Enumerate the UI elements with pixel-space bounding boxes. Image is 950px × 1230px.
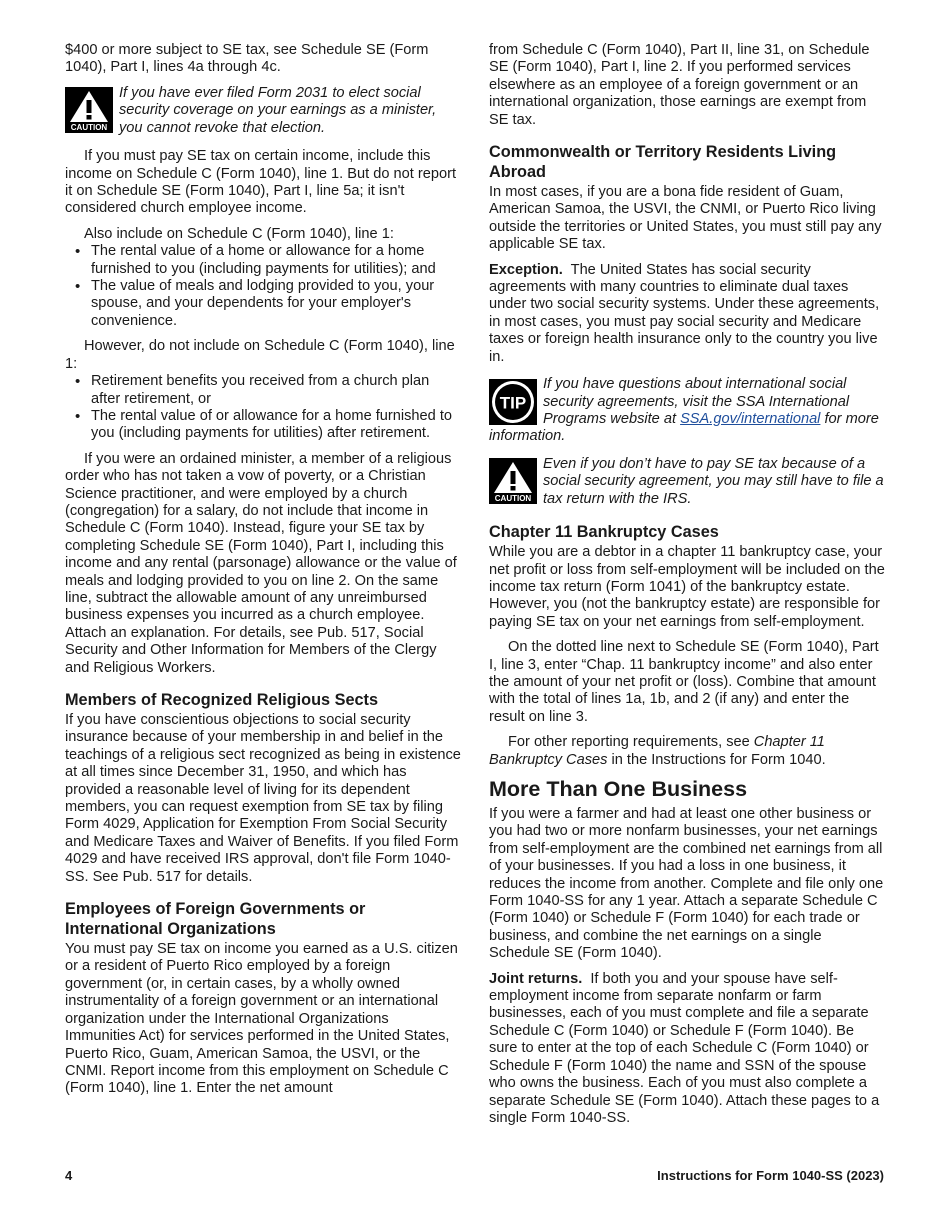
svg-text:CAUTION: CAUTION (494, 493, 532, 503)
section-heading: Commonwealth or Territory Residents Living Abroad (489, 143, 837, 182)
major-heading: More Than One Business (489, 777, 748, 801)
tip-text: If you have questions about international social security agreements, visit the SSA International Programs website at (543, 376, 850, 427)
paragraph: However, do not include on Schedule C (Form 1040), line 1: (65, 338, 455, 372)
list-item: • Retirement benefits you received from a church plan after retirement, or (65, 373, 461, 408)
list-item: • The value of meals and lodging provided to you, your spouse, and your dependents for your employer's convenience. (65, 278, 461, 330)
caution-icon (65, 87, 117, 138)
tip-note (489, 376, 885, 446)
paragraph: If you have conscientious objections to social security insurance because of your membership in and belief in the teachings of a religious sect recognized as being in existence at all times since December 31, 1950, and which has provided a reasonable level of living for its dependent members, you can request exemption from SE tax by filing Form 4029, Application for Exemption From Social Security and Medicare Taxes and Waiver of Benefits. If you filed Form 4029 and have received IRS approval, don't file Form 1040-SS. See Pub. 517 for details. (65, 712, 461, 885)
caution-note (489, 456, 885, 509)
svg-text:TIP: TIP (499, 393, 527, 413)
caution-icon (489, 458, 541, 509)
tip-icon (489, 379, 541, 427)
svg-text:CAUTION: CAUTION (70, 122, 108, 132)
list-item: • The rental value of a home or allowance for a home furnished to you (including payments for utilities); and (65, 243, 461, 278)
caution-text: If you have ever filed Form 2031 to elect social security coverage on your earnings as a minister, you cannot revoke that election. (119, 84, 437, 136)
right-column (489, 42, 885, 1135)
paragraph: You must pay SE tax on income you earned as a U.S. citizen or a resident of Puerto Rico employed by a foreign government (or, in certain cases, by a wholly owned instrumentality of a foreign government or an international organization under the International Organizations Immunities Act) for services performed in the United States, Puerto Rico, Guam, American Samoa, the USVI, or the CNMI. Report income from this employment on Schedule C (Form 1040), line 1. Enter the net amount (65, 941, 458, 1097)
paragraph: from Schedule C (Form 1040), Part II, line 31, on Schedule SE (Form 1040), Part I, line 2. If you performed services elsewhere as an employee of a foreign government or an international organization, those earnings are exempt from SE tax. (489, 42, 870, 128)
tip-text-end: for more information. (489, 410, 879, 445)
ssa-international-link[interactable]: SSA.gov/international (680, 410, 821, 427)
section-heading: Members of Recognized Religious Sects (65, 691, 379, 709)
left-column (65, 42, 461, 1106)
page-number: 4 (65, 1168, 73, 1183)
emphasis-text: Chapter 11 Bankruptcy Cases (489, 734, 825, 768)
section-heading: Employees of Foreign Governments or International Organizations (65, 900, 366, 939)
paragraph (489, 262, 885, 366)
bullet-list (65, 243, 461, 330)
section-heading: Chapter 11 Bankruptcy Cases (489, 523, 719, 542)
bullet-list (65, 373, 461, 443)
paragraph: If you were a farmer and had at least one other business or you had two or more nonfarm businesses, your net earnings from self-employment are the combined net earnings from all of your businesses. If you had a loss in one business, it reduces the income from another. Complete and file only one Form 1040-SS for any 1 year. Attach a separate Schedule C (Form 1040) or Schedule F (Form 1040) for each trade or business, and combine the net earnings on a single Schedule SE (Form 1040). (489, 806, 884, 962)
paragraph: While you are a debtor in a chapter 11 bankruptcy case, your net profit or loss from self-employment will be included on the income tax return (Form 1041) of the bankruptcy estate. However, you (not the bankruptcy estate) are responsible for paying SE tax on your net earnings from self-employment. (489, 544, 885, 630)
list-item: • The rental value of or allowance for a home furnished to you (including payments for utilities) after retirement. (65, 408, 461, 443)
paragraph (489, 971, 885, 1128)
paragraph (489, 734, 885, 769)
paragraph: Also include on Schedule C (Form 1040), line 1: (84, 225, 394, 242)
paragraph-text: The United States has social security agreements with many countries to eliminate dual taxes under two social security systems. Under these agreements, in most cases, you must pay social security and Medicare taxes or foreign health insurance only to the country you live in. (489, 261, 880, 365)
paragraph-text: If both you and your spouse have self-employment income from separate nonfarm or farm businesses, each of you must complete and file a separate Schedule C (Form 1040) or Schedule F (Form 1040). Be sure to enter at the top of each Schedule C (Form 1040) or Schedule F (Form 1040) the name and SSN of the spouse who owns the business. Each of you must also complete a separate Schedule SE (Form 1040). Attach these pages to a single Form 1040-SS. (489, 970, 880, 1126)
caution-note (65, 85, 461, 138)
paragraph-text: For other reporting requirements, see (508, 734, 754, 751)
run-in-heading: Exception. (489, 261, 563, 278)
paragraph: If you must pay SE tax on certain income, include this income on Schedule C (Form 1040), line 1. But do not report it on Schedule SE (Form 1040), Part I, line 5a; it isn't considered church employee income. (65, 148, 456, 217)
paragraph: In most cases, if you are a bona fide resident of Guam, American Samoa, the USVI, the CNMI, or Puerto Rico living outside the territories or United States, you must still pay any applicable SE tax. (489, 184, 882, 253)
footer-title: Instructions for Form 1040-SS (2023) (657, 1168, 884, 1183)
paragraph: If you were an ordained minister, a member of a religious order who has not taken a vow of poverty, or a Christian Science practitioner, and were employed by a church (congregation) for a salary, do not include that income in Schedule C (Form 1040). Instead, figure your SE tax by completing Schedule SE (Form 1040), Part I, including this income and any rental (parsonage) allowance or the value of meals and lodging provided to you on line 2. On the same line, subtract the allowable amount of any unreimbursed business expenses you incurred as a church employee. Attach an explanation. For details, see Pub. 517, Social Security and Other Information for Members of the Clergy and Religious Workers. (65, 450, 457, 676)
paragraph-text: in the Instructions for Form 1040. (607, 751, 826, 768)
paragraph: $400 or more subject to SE tax, see Schedule SE (Form 1040), Part I, lines 4a through 4c. (65, 42, 429, 76)
caution-text: Even if you don’t have to pay SE tax because of a social security agreement, you may still have to file a tax return with the IRS. (543, 455, 884, 507)
run-in-heading: Joint returns. (489, 970, 583, 987)
paragraph: On the dotted line next to Schedule SE (Form 1040), Part I, line 3, enter “Chap. 11 bankruptcy income” and also enter the amount of your net profit or (loss). Combine that amount with the total of lines 1a, 1b, and 2 (if any) and enter the result on line 3. (489, 639, 879, 725)
